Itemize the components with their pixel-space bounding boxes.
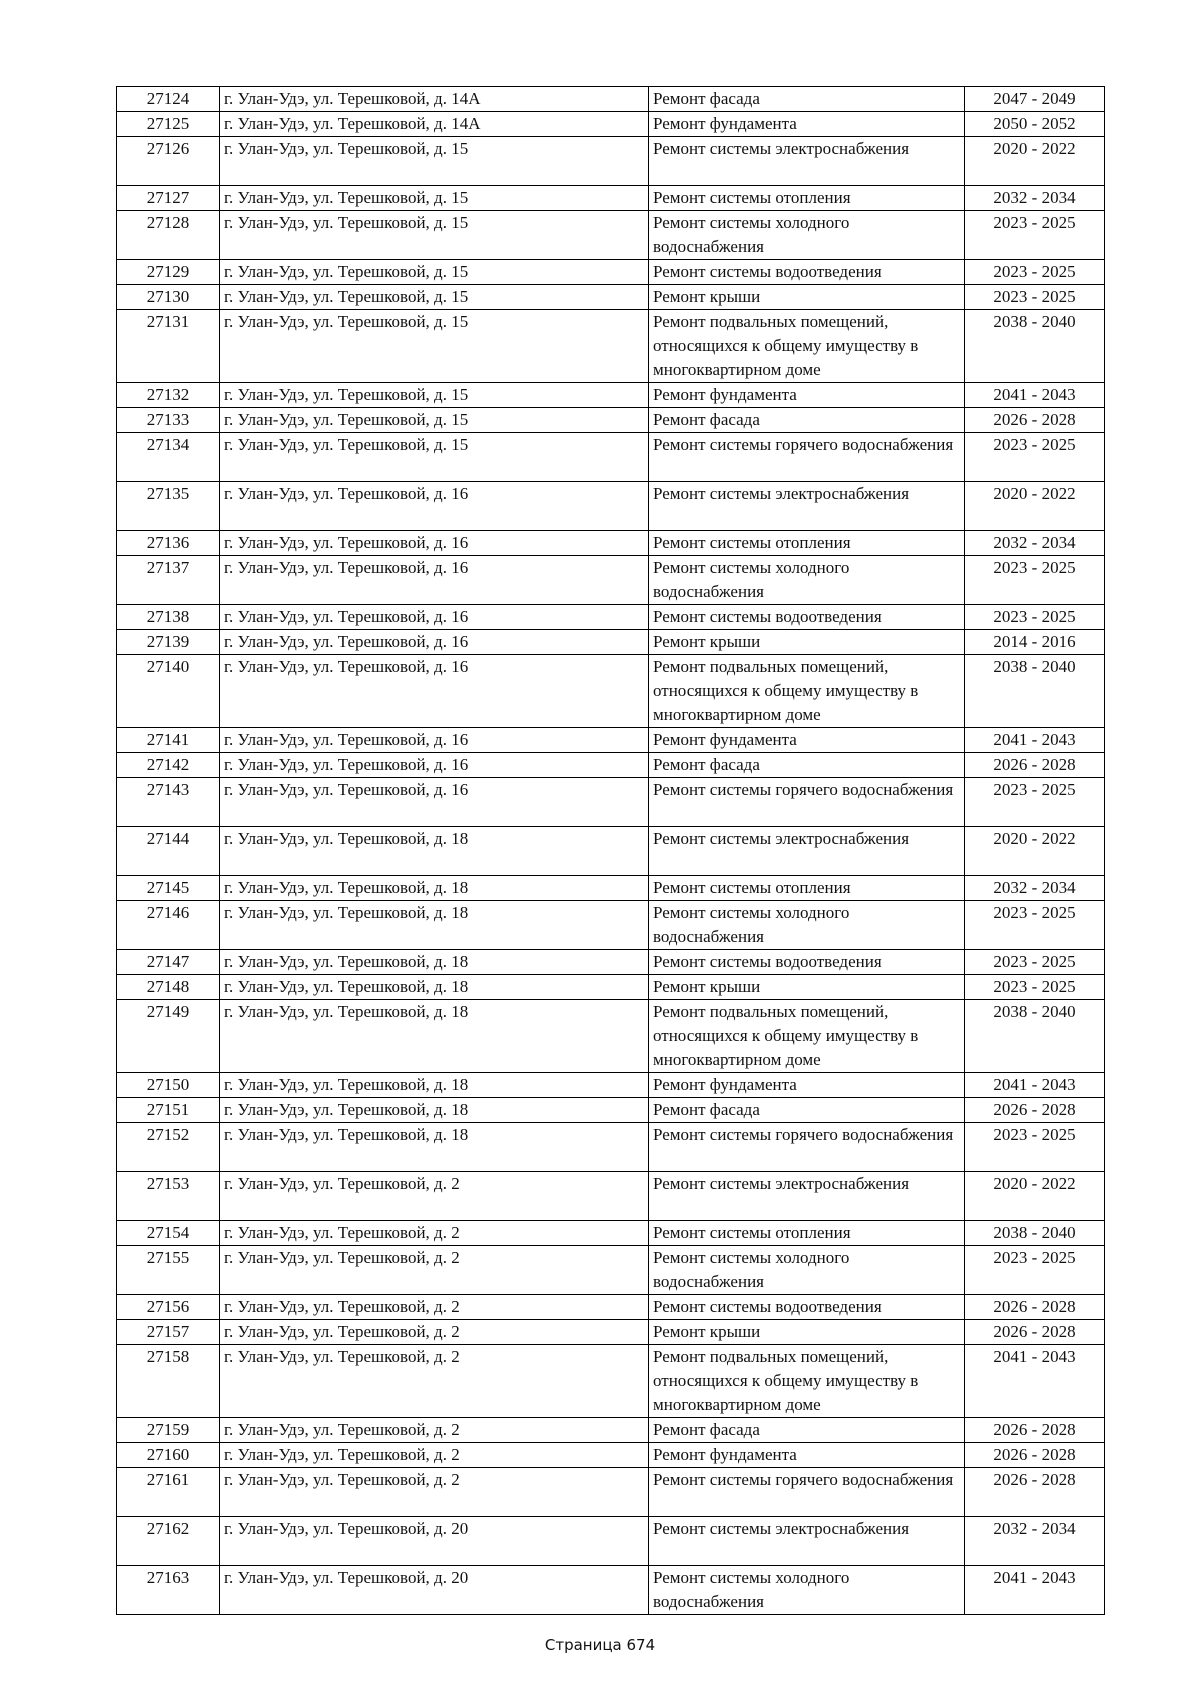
address-cell: г. Улан-Удэ, ул. Терешковой, д. 15 <box>220 433 649 482</box>
row-number-cell: 27136 <box>117 531 220 556</box>
table-row <box>117 1246 1105 1295</box>
work-type-cell: Ремонт системы холодного водоснабжения <box>649 211 965 260</box>
row-number-cell: 27130 <box>117 285 220 310</box>
period-cell: 2041 - 2043 <box>965 1566 1105 1615</box>
row-number-cell: 27141 <box>117 728 220 753</box>
table-row <box>117 605 1105 630</box>
table-row <box>117 383 1105 408</box>
work-type-cell: Ремонт системы электроснабжения <box>649 137 965 186</box>
period-cell: 2023 - 2025 <box>965 285 1105 310</box>
row-number-cell: 27159 <box>117 1418 220 1443</box>
table-row <box>117 112 1105 137</box>
work-type-cell: Ремонт фасада <box>649 1098 965 1123</box>
period-cell: 2023 - 2025 <box>965 1246 1105 1295</box>
period-cell: 2023 - 2025 <box>965 1123 1105 1172</box>
table-row <box>117 1345 1105 1418</box>
table-row <box>117 1320 1105 1345</box>
work-type-cell: Ремонт системы электроснабжения <box>649 482 965 531</box>
period-cell: 2026 - 2028 <box>965 1098 1105 1123</box>
address-cell: г. Улан-Удэ, ул. Терешковой, д. 18 <box>220 827 649 876</box>
period-cell: 2026 - 2028 <box>965 1418 1105 1443</box>
table-row <box>117 433 1105 482</box>
table-body <box>117 87 1105 1615</box>
row-number-cell: 27149 <box>117 1000 220 1073</box>
work-type-cell: Ремонт подвальных помещений, относящихся к общему имуществу в многоквартирном доме <box>649 1345 965 1418</box>
table-row <box>117 778 1105 827</box>
row-number-cell: 27147 <box>117 950 220 975</box>
row-number-cell: 27133 <box>117 408 220 433</box>
work-type-cell: Ремонт фасада <box>649 408 965 433</box>
row-number-cell: 27153 <box>117 1172 220 1221</box>
table-row <box>117 1098 1105 1123</box>
table-row <box>117 728 1105 753</box>
table-row <box>117 211 1105 260</box>
address-cell: г. Улан-Удэ, ул. Терешковой, д. 18 <box>220 876 649 901</box>
table-row <box>117 1443 1105 1468</box>
row-number-cell: 27134 <box>117 433 220 482</box>
address-cell: г. Улан-Удэ, ул. Терешковой, д. 16 <box>220 728 649 753</box>
row-number-cell: 27125 <box>117 112 220 137</box>
period-cell: 2026 - 2028 <box>965 1320 1105 1345</box>
period-cell: 2026 - 2028 <box>965 1295 1105 1320</box>
row-number-cell: 27148 <box>117 975 220 1000</box>
table-row <box>117 1123 1105 1172</box>
row-number-cell: 27138 <box>117 605 220 630</box>
table-row <box>117 630 1105 655</box>
period-cell: 2032 - 2034 <box>965 1517 1105 1566</box>
work-type-cell: Ремонт подвальных помещений, относящихся к общему имуществу в многоквартирном доме <box>649 655 965 728</box>
work-type-cell: Ремонт системы отопления <box>649 876 965 901</box>
address-cell: г. Улан-Удэ, ул. Терешковой, д. 15 <box>220 260 649 285</box>
row-number-cell: 27146 <box>117 901 220 950</box>
work-type-cell: Ремонт фасада <box>649 753 965 778</box>
row-number-cell: 27150 <box>117 1073 220 1098</box>
table-row <box>117 186 1105 211</box>
row-number-cell: 27142 <box>117 753 220 778</box>
work-type-cell: Ремонт системы холодного водоснабжения <box>649 1246 965 1295</box>
period-cell: 2020 - 2022 <box>965 1172 1105 1221</box>
table-row <box>117 1172 1105 1221</box>
work-type-cell: Ремонт системы отопления <box>649 1221 965 1246</box>
period-cell: 2047 - 2049 <box>965 87 1105 112</box>
table-row <box>117 1468 1105 1517</box>
work-type-cell: Ремонт системы электроснабжения <box>649 827 965 876</box>
work-type-cell: Ремонт системы отопления <box>649 531 965 556</box>
period-cell: 2041 - 2043 <box>965 1345 1105 1418</box>
work-type-cell: Ремонт подвальных помещений, относящихся к общему имуществу в многоквартирном доме <box>649 310 965 383</box>
repair-schedule-table <box>116 86 1105 1615</box>
row-number-cell: 27152 <box>117 1123 220 1172</box>
row-number-cell: 27126 <box>117 137 220 186</box>
table-row <box>117 1418 1105 1443</box>
table-row <box>117 531 1105 556</box>
row-number-cell: 27156 <box>117 1295 220 1320</box>
period-cell: 2023 - 2025 <box>965 778 1105 827</box>
work-type-cell: Ремонт крыши <box>649 975 965 1000</box>
work-type-cell: Ремонт системы горячего водоснабжения <box>649 433 965 482</box>
row-number-cell: 27129 <box>117 260 220 285</box>
row-number-cell: 27137 <box>117 556 220 605</box>
period-cell: 2023 - 2025 <box>965 556 1105 605</box>
address-cell: г. Улан-Удэ, ул. Терешковой, д. 16 <box>220 482 649 531</box>
page-number: Страница 674 <box>544 1636 656 1654</box>
period-cell: 2023 - 2025 <box>965 211 1105 260</box>
work-type-cell: Ремонт фундамента <box>649 383 965 408</box>
table-row <box>117 137 1105 186</box>
address-cell: г. Улан-Удэ, ул. Терешковой, д. 15 <box>220 383 649 408</box>
work-type-cell: Ремонт системы горячего водоснабжения <box>649 1468 965 1517</box>
table-row <box>117 950 1105 975</box>
work-type-cell: Ремонт фундамента <box>649 728 965 753</box>
address-cell: г. Улан-Удэ, ул. Терешковой, д. 16 <box>220 531 649 556</box>
address-cell: г. Улан-Удэ, ул. Терешковой, д. 15 <box>220 137 649 186</box>
address-cell: г. Улан-Удэ, ул. Терешковой, д. 18 <box>220 1000 649 1073</box>
table-row <box>117 1517 1105 1566</box>
row-number-cell: 27151 <box>117 1098 220 1123</box>
period-cell: 2026 - 2028 <box>965 408 1105 433</box>
period-cell: 2023 - 2025 <box>965 950 1105 975</box>
period-cell: 2014 - 2016 <box>965 630 1105 655</box>
table-row <box>117 1221 1105 1246</box>
row-number-cell: 27162 <box>117 1517 220 1566</box>
address-cell: г. Улан-Удэ, ул. Терешковой, д. 18 <box>220 1098 649 1123</box>
period-cell: 2023 - 2025 <box>965 901 1105 950</box>
address-cell: г. Улан-Удэ, ул. Терешковой, д. 2 <box>220 1320 649 1345</box>
period-cell: 2026 - 2028 <box>965 1468 1105 1517</box>
table-row <box>117 876 1105 901</box>
address-cell: г. Улан-Удэ, ул. Терешковой, д. 16 <box>220 753 649 778</box>
work-type-cell: Ремонт фундамента <box>649 112 965 137</box>
address-cell: г. Улан-Удэ, ул. Терешковой, д. 18 <box>220 975 649 1000</box>
period-cell: 2038 - 2040 <box>965 655 1105 728</box>
period-cell: 2020 - 2022 <box>965 482 1105 531</box>
table-row <box>117 1566 1105 1615</box>
table-row <box>117 753 1105 778</box>
row-number-cell: 27161 <box>117 1468 220 1517</box>
period-cell: 2032 - 2034 <box>965 531 1105 556</box>
period-cell: 2038 - 2040 <box>965 310 1105 383</box>
address-cell: г. Улан-Удэ, ул. Терешковой, д. 14А <box>220 87 649 112</box>
row-number-cell: 27127 <box>117 186 220 211</box>
row-number-cell: 27124 <box>117 87 220 112</box>
table-row <box>117 827 1105 876</box>
address-cell: г. Улан-Удэ, ул. Терешковой, д. 16 <box>220 605 649 630</box>
work-type-cell: Ремонт фундамента <box>649 1073 965 1098</box>
row-number-cell: 27158 <box>117 1345 220 1418</box>
row-number-cell: 27163 <box>117 1566 220 1615</box>
work-type-cell: Ремонт фасада <box>649 87 965 112</box>
period-cell: 2041 - 2043 <box>965 728 1105 753</box>
row-number-cell: 27140 <box>117 655 220 728</box>
period-cell: 2023 - 2025 <box>965 975 1105 1000</box>
table-row <box>117 87 1105 112</box>
address-cell: г. Улан-Удэ, ул. Терешковой, д. 15 <box>220 408 649 433</box>
table-row <box>117 556 1105 605</box>
address-cell: г. Улан-Удэ, ул. Терешковой, д. 2 <box>220 1172 649 1221</box>
work-type-cell: Ремонт фасада <box>649 1418 965 1443</box>
address-cell: г. Улан-Удэ, ул. Терешковой, д. 18 <box>220 950 649 975</box>
work-type-cell: Ремонт крыши <box>649 630 965 655</box>
work-type-cell: Ремонт системы отопления <box>649 186 965 211</box>
work-type-cell: Ремонт крыши <box>649 1320 965 1345</box>
row-number-cell: 27160 <box>117 1443 220 1468</box>
address-cell: г. Улан-Удэ, ул. Терешковой, д. 2 <box>220 1246 649 1295</box>
address-cell: г. Улан-Удэ, ул. Терешковой, д. 2 <box>220 1468 649 1517</box>
period-cell: 2041 - 2043 <box>965 1073 1105 1098</box>
address-cell: г. Улан-Удэ, ул. Терешковой, д. 16 <box>220 778 649 827</box>
address-cell: г. Улан-Удэ, ул. Терешковой, д. 15 <box>220 186 649 211</box>
row-number-cell: 27144 <box>117 827 220 876</box>
work-type-cell: Ремонт системы холодного водоснабжения <box>649 556 965 605</box>
row-number-cell: 27155 <box>117 1246 220 1295</box>
period-cell: 2050 - 2052 <box>965 112 1105 137</box>
address-cell: г. Улан-Удэ, ул. Терешковой, д. 15 <box>220 211 649 260</box>
row-number-cell: 27143 <box>117 778 220 827</box>
period-cell: 2038 - 2040 <box>965 1221 1105 1246</box>
row-number-cell: 27135 <box>117 482 220 531</box>
table-row <box>117 408 1105 433</box>
work-type-cell: Ремонт системы водоотведения <box>649 260 965 285</box>
period-cell: 2026 - 2028 <box>965 753 1105 778</box>
table-row <box>117 1000 1105 1073</box>
work-type-cell: Ремонт системы холодного водоснабжения <box>649 1566 965 1615</box>
address-cell: г. Улан-Удэ, ул. Терешковой, д. 14А <box>220 112 649 137</box>
period-cell: 2032 - 2034 <box>965 186 1105 211</box>
work-type-cell: Ремонт системы водоотведения <box>649 950 965 975</box>
work-type-cell: Ремонт крыши <box>649 285 965 310</box>
address-cell: г. Улан-Удэ, ул. Терешковой, д. 2 <box>220 1443 649 1468</box>
table-row <box>117 655 1105 728</box>
table-row <box>117 260 1105 285</box>
work-type-cell: Ремонт системы горячего водоснабжения <box>649 1123 965 1172</box>
work-type-cell: Ремонт системы электроснабжения <box>649 1517 965 1566</box>
period-cell: 2020 - 2022 <box>965 137 1105 186</box>
period-cell: 2023 - 2025 <box>965 433 1105 482</box>
address-cell: г. Улан-Удэ, ул. Терешковой, д. 20 <box>220 1517 649 1566</box>
period-cell: 2041 - 2043 <box>965 383 1105 408</box>
period-cell: 2032 - 2034 <box>965 876 1105 901</box>
table-row <box>117 901 1105 950</box>
address-cell: г. Улан-Удэ, ул. Терешковой, д. 18 <box>220 901 649 950</box>
period-cell: 2020 - 2022 <box>965 827 1105 876</box>
period-cell: 2023 - 2025 <box>965 605 1105 630</box>
work-type-cell: Ремонт фундамента <box>649 1443 965 1468</box>
address-cell: г. Улан-Удэ, ул. Терешковой, д. 16 <box>220 630 649 655</box>
row-number-cell: 27154 <box>117 1221 220 1246</box>
table-row <box>117 1295 1105 1320</box>
period-cell: 2038 - 2040 <box>965 1000 1105 1073</box>
address-cell: г. Улан-Удэ, ул. Терешковой, д. 15 <box>220 310 649 383</box>
row-number-cell: 27157 <box>117 1320 220 1345</box>
address-cell: г. Улан-Удэ, ул. Терешковой, д. 16 <box>220 556 649 605</box>
work-type-cell: Ремонт системы водоотведения <box>649 1295 965 1320</box>
table-row <box>117 482 1105 531</box>
work-type-cell: Ремонт системы водоотведения <box>649 605 965 630</box>
address-cell: г. Улан-Удэ, ул. Терешковой, д. 18 <box>220 1123 649 1172</box>
address-cell: г. Улан-Удэ, ул. Терешковой, д. 2 <box>220 1345 649 1418</box>
work-type-cell: Ремонт подвальных помещений, относящихся к общему имуществу в многоквартирном доме <box>649 1000 965 1073</box>
address-cell: г. Улан-Удэ, ул. Терешковой, д. 20 <box>220 1566 649 1615</box>
row-number-cell: 27132 <box>117 383 220 408</box>
table-row <box>117 285 1105 310</box>
table-row <box>117 1073 1105 1098</box>
work-type-cell: Ремонт системы горячего водоснабжения <box>649 778 965 827</box>
address-cell: г. Улан-Удэ, ул. Терешковой, д. 16 <box>220 655 649 728</box>
address-cell: г. Улан-Удэ, ул. Терешковой, д. 2 <box>220 1295 649 1320</box>
row-number-cell: 27139 <box>117 630 220 655</box>
period-cell: 2026 - 2028 <box>965 1443 1105 1468</box>
address-cell: г. Улан-Удэ, ул. Терешковой, д. 18 <box>220 1073 649 1098</box>
row-number-cell: 27131 <box>117 310 220 383</box>
address-cell: г. Улан-Удэ, ул. Терешковой, д. 2 <box>220 1418 649 1443</box>
table-row <box>117 975 1105 1000</box>
row-number-cell: 27128 <box>117 211 220 260</box>
row-number-cell: 27145 <box>117 876 220 901</box>
work-type-cell: Ремонт системы электроснабжения <box>649 1172 965 1221</box>
table-row <box>117 310 1105 383</box>
address-cell: г. Улан-Удэ, ул. Терешковой, д. 15 <box>220 285 649 310</box>
period-cell: 2023 - 2025 <box>965 260 1105 285</box>
address-cell: г. Улан-Удэ, ул. Терешковой, д. 2 <box>220 1221 649 1246</box>
work-type-cell: Ремонт системы холодного водоснабжения <box>649 901 965 950</box>
